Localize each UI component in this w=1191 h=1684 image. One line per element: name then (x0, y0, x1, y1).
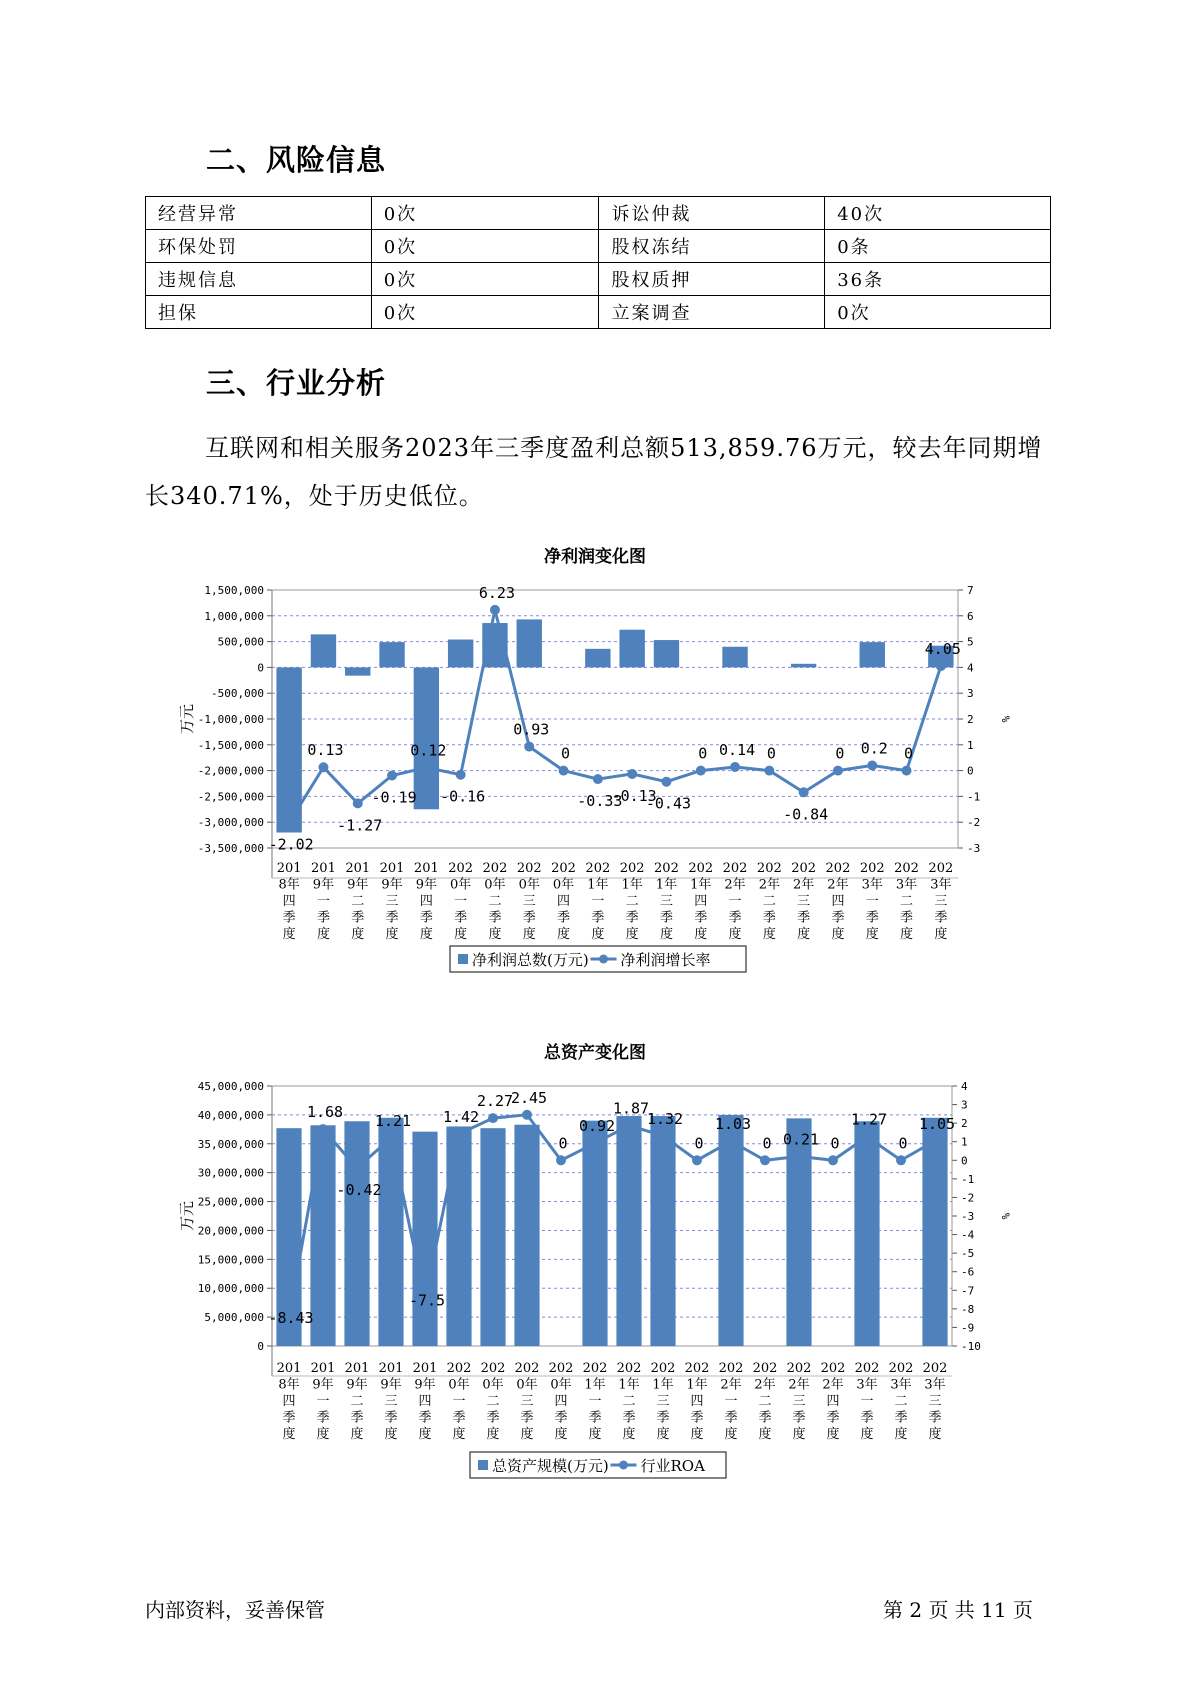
line-point (352, 1163, 362, 1173)
data-label: 0.93 (513, 720, 550, 739)
data-label: 4.05 (924, 640, 961, 659)
bar (446, 1126, 471, 1346)
line-point (930, 1136, 940, 1146)
y-tick-label: 10,000,000 (197, 1282, 264, 1296)
data-label: -0.42 (336, 1181, 382, 1200)
x-tick-label: 202 2年三季度 (786, 1361, 812, 1442)
bar (718, 1115, 743, 1346)
y-tick-label: -1,500,000 (197, 738, 264, 752)
chart-legend (450, 946, 746, 972)
bar (345, 667, 370, 675)
x-tick-label: 202 3年一季度 (854, 1361, 880, 1442)
data-label: -0.13 (611, 786, 657, 805)
x-tick-label: 201 9年四季度 (412, 1361, 438, 1442)
x-tick-label: 202 0年一季度 (448, 861, 474, 942)
y-tick-label: 40,000,000 (197, 1108, 264, 1122)
bar (854, 1121, 879, 1346)
y2-tick-label: 1 (967, 738, 974, 752)
data-label: -1.27 (337, 816, 383, 835)
y2-tick-label: -1 (961, 1172, 975, 1186)
y-tick-label: -2,500,000 (197, 790, 264, 804)
x-tick-label: 202 0年四季度 (551, 861, 576, 942)
x-tick-label: 202 3年三季度 (928, 861, 954, 942)
y2-tick-label: -10 (961, 1340, 981, 1353)
data-label: 0 (898, 1134, 908, 1153)
legend-bar-swatch (478, 1460, 488, 1470)
x-tick-label: 202 3年二季度 (888, 1361, 914, 1442)
data-label: 0 (766, 744, 776, 763)
bar (616, 1116, 641, 1346)
y2-tick-label: 2 (961, 1117, 968, 1131)
data-label: 1.42 (442, 1107, 480, 1126)
bar (344, 1121, 369, 1346)
y2-tick-label: -5 (961, 1247, 975, 1261)
y2-axis-label: % (999, 715, 1012, 723)
line-point (386, 1133, 396, 1143)
table-cell: 0次 (371, 296, 599, 329)
bar (722, 647, 747, 668)
net-profit-chart (0, 530, 1191, 1000)
line-point (726, 1136, 736, 1146)
line-point (454, 1129, 464, 1139)
legend-bar-swatch (458, 954, 468, 964)
data-label: -7.5 (408, 1291, 446, 1310)
data-label: -0.33 (577, 792, 623, 811)
y-tick-label: 35,000,000 (197, 1137, 264, 1151)
y2-tick-label: -3 (961, 1210, 975, 1223)
x-tick-label: 202 1年四季度 (688, 861, 714, 942)
data-label: 6.23 (478, 583, 516, 602)
line-point (730, 762, 740, 772)
line-point (556, 1155, 566, 1165)
legend-item-line: 行业ROA (640, 1457, 705, 1475)
table-row (146, 296, 1051, 329)
y2-tick-label: 0 (961, 1154, 968, 1168)
data-label: 2.27 (476, 1092, 514, 1111)
chart-title: 净利润变化图 (544, 547, 646, 567)
x-tick-label: 202 1年二季度 (619, 861, 645, 942)
y-tick-label: 0 (257, 1340, 264, 1353)
line-point (318, 1124, 328, 1134)
bar (378, 1118, 403, 1346)
x-tick-label: 202 1年四季度 (684, 1361, 710, 1442)
x-tick-label: 201 9年四季度 (413, 861, 439, 942)
x-tick-label: 202 3年一季度 (859, 861, 885, 942)
data-label: -8.43 (268, 1308, 314, 1327)
y2-tick-label: 4 (967, 661, 974, 675)
x-tick-label: 202 1年三季度 (650, 1361, 676, 1442)
data-label: -0.16 (440, 787, 486, 806)
line-point (593, 774, 603, 784)
bar (480, 1128, 505, 1346)
y-axis-label: 万元 (178, 1200, 196, 1232)
line-point (862, 1132, 872, 1142)
y2-tick-label: -1 (967, 790, 981, 804)
bar (650, 1116, 675, 1346)
bar (379, 642, 404, 667)
line-point (421, 763, 431, 773)
y-tick-label: 1,000,000 (204, 609, 264, 623)
risk-table (145, 196, 1051, 329)
bar (860, 642, 885, 667)
x-tick-label: 202 0年二季度 (480, 1361, 506, 1442)
line-point (387, 771, 397, 781)
data-label: -0.19 (371, 788, 417, 807)
line-point (624, 1121, 634, 1131)
y2-tick-label: -9 (961, 1321, 975, 1335)
data-label: 0 (904, 744, 914, 763)
table-row (146, 263, 1051, 296)
bar (582, 1121, 607, 1346)
data-label: 1.87 (612, 1099, 650, 1118)
total-assets-chart-svg (0, 1030, 1191, 1520)
bar (585, 649, 610, 668)
line-point (522, 1110, 532, 1120)
line-point (764, 766, 774, 776)
data-label: 0.13 (307, 741, 344, 760)
x-tick-label: 202 0年二季度 (482, 861, 508, 942)
data-label: -0.84 (783, 805, 829, 824)
footer-page-number: 第 2 页 共 11 页 (883, 1598, 1033, 1622)
table-cell: 立案调查 (599, 296, 825, 329)
data-label: 0.92 (578, 1117, 616, 1136)
data-label: 0 (830, 1134, 840, 1153)
x-tick-label: 201 9年二季度 (345, 861, 371, 942)
line-point (896, 1155, 906, 1165)
y2-tick-label: -2 (961, 1191, 975, 1205)
x-tick-label: 202 3年二季度 (894, 861, 919, 942)
total-assets-chart (0, 1030, 1191, 1520)
bar (412, 1132, 437, 1346)
data-label: 1.68 (306, 1103, 344, 1122)
net-profit-chart-svg (0, 530, 1191, 1000)
y-axis-label: 万元 (178, 703, 196, 735)
x-tick-label: 202 0年四季度 (548, 1361, 574, 1442)
y-tick-label: 45,000,000 (197, 1080, 264, 1093)
x-tick-label: 202 1年二季度 (616, 1361, 642, 1442)
table-cell: 0条 (825, 230, 1051, 263)
line-point (658, 1131, 668, 1141)
line-point (799, 787, 809, 797)
y2-tick-label: -2 (967, 816, 981, 830)
bar (414, 667, 439, 809)
table-row (146, 230, 1051, 263)
x-tick-label: 202 0年三季度 (514, 1361, 540, 1442)
y2-tick-label: -3 (967, 842, 981, 855)
y-tick-label: -3,000,000 (197, 816, 264, 830)
line-point (318, 762, 328, 772)
footer-left: 内部资料，妥善保管 (145, 1598, 325, 1622)
table-cell: 0次 (825, 296, 1051, 329)
chart-title: 总资产变化图 (544, 1043, 646, 1063)
y-tick-label: -3,500,000 (197, 842, 264, 855)
bar (448, 640, 473, 668)
line-point (456, 770, 466, 780)
x-tick-label: 201 9年三季度 (379, 861, 405, 942)
y-tick-label: -500,000 (211, 687, 264, 701)
x-tick-label: 202 2年二季度 (756, 861, 782, 942)
y2-tick-label: -4 (961, 1228, 975, 1242)
x-tick-label: 202 2年三季度 (791, 861, 817, 942)
line-point (353, 798, 363, 808)
line-point (488, 1113, 498, 1123)
line-point (284, 818, 294, 828)
data-label: 1.32 (646, 1109, 684, 1128)
risk-section-title: 二、风险信息 (206, 143, 387, 177)
y-tick-label: 0 (257, 661, 264, 675)
data-label: 0 (835, 744, 845, 763)
table-cell: 0次 (371, 263, 599, 296)
data-label: 0 (698, 744, 708, 763)
data-label: -2.02 (268, 835, 314, 854)
data-label: 0 (694, 1134, 704, 1153)
x-tick-label: 201 8年四季度 (276, 861, 302, 942)
x-tick-label: 202 2年四季度 (820, 1361, 846, 1442)
line-point (794, 1151, 804, 1161)
line-point (760, 1155, 770, 1165)
y-tick-label: 500,000 (217, 635, 264, 649)
data-label: 0.12 (410, 741, 447, 760)
industry-summary-paragraph: 互联网和相关服务2023年三季度盈利总额513,859.76万元，较去年同期增长340.71%，处于历史低位。 (145, 434, 1043, 510)
data-label: 2.45 (510, 1088, 548, 1107)
line-point (828, 1155, 838, 1165)
data-label: -0.43 (645, 794, 692, 813)
y2-tick-label: 5 (967, 635, 974, 649)
bar (517, 619, 542, 667)
y2-tick-label: 1 (961, 1135, 968, 1149)
bar (310, 1125, 335, 1346)
y-tick-label: 15,000,000 (197, 1253, 264, 1267)
data-label: 0 (762, 1134, 772, 1153)
y2-tick-label: 3 (967, 687, 974, 701)
table-cell: 36条 (825, 263, 1051, 296)
data-label: 1.21 (374, 1111, 412, 1130)
y-tick-label: -1,000,000 (197, 713, 264, 726)
table-cell: 股权质押 (599, 263, 825, 296)
bar (619, 630, 644, 668)
y-tick-label: 30,000,000 (197, 1166, 264, 1180)
line-point (867, 760, 877, 770)
data-label: 1.05 (918, 1114, 956, 1133)
legend-item-bar: 总资产规模(万元) (492, 1457, 609, 1475)
table-cell: 0次 (371, 197, 599, 230)
data-label: 0 (561, 744, 571, 763)
y2-tick-label: 0 (967, 764, 974, 778)
y2-tick-label: 4 (961, 1080, 968, 1093)
bar (514, 1125, 539, 1346)
y-tick-label: 25,000,000 (197, 1195, 264, 1209)
x-tick-label: 202 1年一季度 (582, 1361, 608, 1442)
x-tick-label: 202 1年三季度 (654, 861, 679, 942)
data-label: 0.21 (782, 1130, 820, 1149)
table-cell: 诉讼仲裁 (599, 197, 825, 230)
table-cell: 担保 (146, 296, 372, 329)
table-row (146, 197, 1051, 230)
data-label: 0.14 (718, 740, 756, 759)
data-label: 0 (558, 1134, 568, 1153)
x-tick-label: 201 9年一季度 (311, 861, 336, 942)
y2-tick-label: -7 (961, 1284, 975, 1298)
line-point (661, 777, 671, 787)
bar (654, 640, 679, 667)
legend-line-marker (619, 1461, 628, 1470)
x-tick-label: 202 2年四季度 (825, 861, 851, 942)
chart-legend (470, 1452, 726, 1478)
table-cell: 经营异常 (146, 197, 372, 230)
bar (922, 1118, 947, 1346)
line-point (490, 605, 500, 615)
y2-tick-label: 6 (967, 609, 974, 623)
x-tick-label: 202 2年一季度 (718, 1361, 744, 1442)
data-label: 1.27 (850, 1110, 888, 1129)
line-point (936, 661, 946, 671)
x-tick-label: 202 3年三季度 (922, 1361, 948, 1442)
y2-tick-label: 7 (967, 584, 974, 597)
line-point (524, 742, 534, 752)
line-point (590, 1138, 600, 1148)
y2-tick-label: 2 (967, 713, 974, 726)
x-tick-label: 201 9年三季度 (378, 1361, 404, 1442)
legend-line-marker (599, 955, 608, 964)
x-tick-label: 201 8年四季度 (276, 1361, 302, 1442)
y2-tick-label: 3 (961, 1098, 968, 1112)
x-tick-label: 202 0年一季度 (446, 1361, 472, 1442)
table-cell: 40次 (825, 197, 1051, 230)
table-cell: 违规信息 (146, 263, 372, 296)
y-tick-label: 5,000,000 (204, 1311, 264, 1325)
y2-axis-label: % (999, 1212, 1012, 1220)
legend-item-line: 净利润增长率 (620, 951, 711, 969)
bar (311, 634, 336, 667)
y-tick-label: 1,500,000 (204, 584, 264, 597)
line-point (627, 769, 637, 779)
line-point (696, 766, 706, 776)
data-label: 1.03 (714, 1115, 752, 1134)
table-cell: 0次 (371, 230, 599, 263)
industry-section-title: 三、行业分析 (206, 366, 387, 400)
table-cell: 股权冻结 (599, 230, 825, 263)
table-cell: 环保处罚 (146, 230, 372, 263)
y-tick-label: -2,000,000 (197, 764, 264, 778)
line-point (692, 1155, 702, 1165)
x-tick-label: 202 0年三季度 (516, 861, 542, 942)
line-point (559, 766, 569, 776)
x-tick-label: 201 9年二季度 (344, 1361, 370, 1442)
x-tick-label: 201 9年一季度 (310, 1361, 336, 1442)
x-tick-label: 202 1年一季度 (585, 861, 611, 942)
legend-item-bar: 净利润总数(万元) (472, 951, 589, 969)
line-point (902, 766, 912, 776)
y-tick-label: 20,000,000 (197, 1224, 264, 1238)
x-tick-label: 202 2年二季度 (752, 1361, 778, 1442)
x-tick-label: 202 2年一季度 (722, 861, 748, 942)
y2-tick-label: -8 (961, 1302, 975, 1316)
y2-tick-label: -6 (961, 1265, 975, 1279)
data-label: 0.2 (860, 739, 888, 758)
line-point (833, 766, 843, 776)
bar (791, 664, 816, 668)
